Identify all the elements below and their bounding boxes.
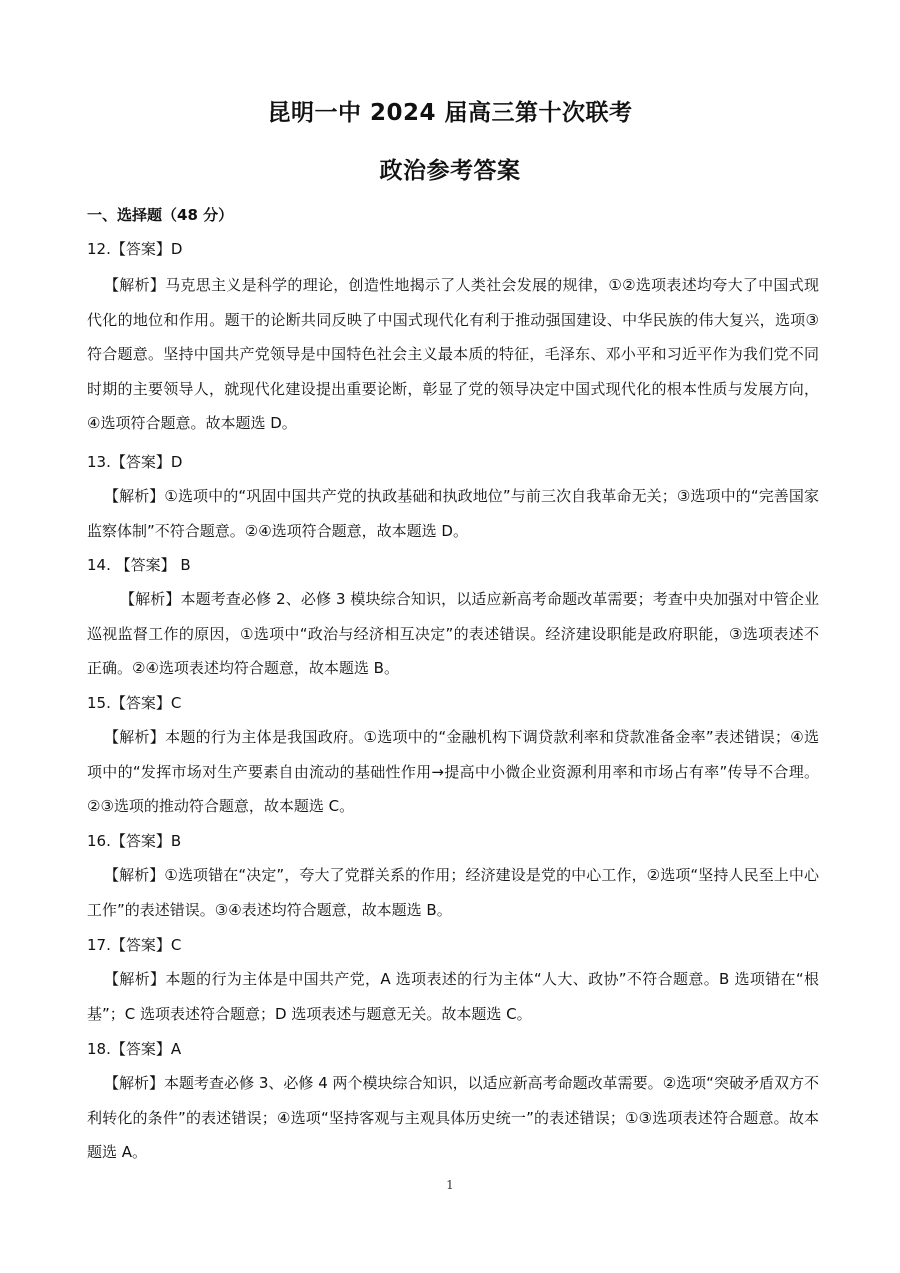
analysis-15: 【解析】本题的行为主体是我国政府。①选项中的“金融机构下调贷款利率和贷款准备金率”表述错误；④选项中的“发挥市场对生产要素自由流动的基础性作用→提高中小微企业资源利用率和市场占有率”传导不合理。②③选项的推动符合题意，故本题选 C。 bbox=[87, 728, 819, 815]
section-heading: 一、选择题（48 分） bbox=[87, 206, 234, 224]
answer-line-16: 16.【答案】B bbox=[87, 832, 182, 850]
document-title: 昆明一中 2024 届高三第十次联考 bbox=[267, 100, 633, 126]
answer-line-12: 12.【答案】D bbox=[87, 240, 183, 258]
analysis-13: 【解析】①选项中的“巩固中国共产党的执政基础和执政地位”与前三次自我革命无关；③选项中的“完善国家监察体制”不符合题意。②④选项符合题意，故本题选 D。 bbox=[87, 487, 819, 540]
answer-line-13: 13.【答案】D bbox=[87, 453, 183, 471]
page-number: 1 bbox=[446, 1178, 454, 1192]
analysis-12: 【解析】马克思主义是科学的理论，创造性地揭示了人类社会发展的规律，①②选项表述均夸大了中国式现代化的地位和作用。题干的论断共同反映了中国式现代化有利于推动强国建设、中华民族的伟大复兴，选项③符合题意。坚持中国共产党领导是中国特色社会主义最本质的特征，毛泽东、邓小平和习近平作为我们党不同时期的主要领导人，就现代化建设提出重要论断，彰显了党的领导决定中国式现代化的根本性质与发展方向，④选项符合题意。故本题选 D。 bbox=[87, 276, 819, 432]
analysis-17: 【解析】本题的行为主体是中国共产党，A 选项表述的行为主体“人大、政协”不符合题意。B 选项错在“根基”；C 选项表述符合题意；D 选项表述与题意无关。故本题选 C。 bbox=[87, 970, 819, 1023]
answer-line-14: 14. 【答案】 B bbox=[87, 556, 191, 574]
analysis-18: 【解析】本题考查必修 3、必修 4 两个模块综合知识，以适应新高考命题改革需要。②选项“突破矛盾双方不利转化的条件”的表述错误；④选项“坚持客观与主观具体历史统一”的表述错误；①③选项表述符合题意。故本题选 A。 bbox=[87, 1074, 819, 1161]
analysis-14: 【解析】本题考查必修 2、必修 3 模块综合知识，以适应新高考命题改革需要；考查中央加强对中管企业巡视监督工作的原因，①选项中“政治与经济相互决定”的表述错误。经济建设职能是政府职能，③选项表述不正确。②④选项表述均符合题意，故本题选 B。 bbox=[87, 590, 819, 677]
answer-line-17: 17.【答案】C bbox=[87, 936, 182, 954]
answer-line-18: 18.【答案】A bbox=[87, 1040, 182, 1058]
document-subtitle: 政治参考答案 bbox=[379, 158, 521, 184]
answer-line-15: 15.【答案】C bbox=[87, 694, 182, 712]
analysis-16: 【解析】①选项错在“决定”，夸大了党群关系的作用；经济建设是党的中心工作，②选项“坚持人民至上中心工作”的表述错误。③④表述均符合题意，故本题选 B。 bbox=[87, 866, 819, 919]
